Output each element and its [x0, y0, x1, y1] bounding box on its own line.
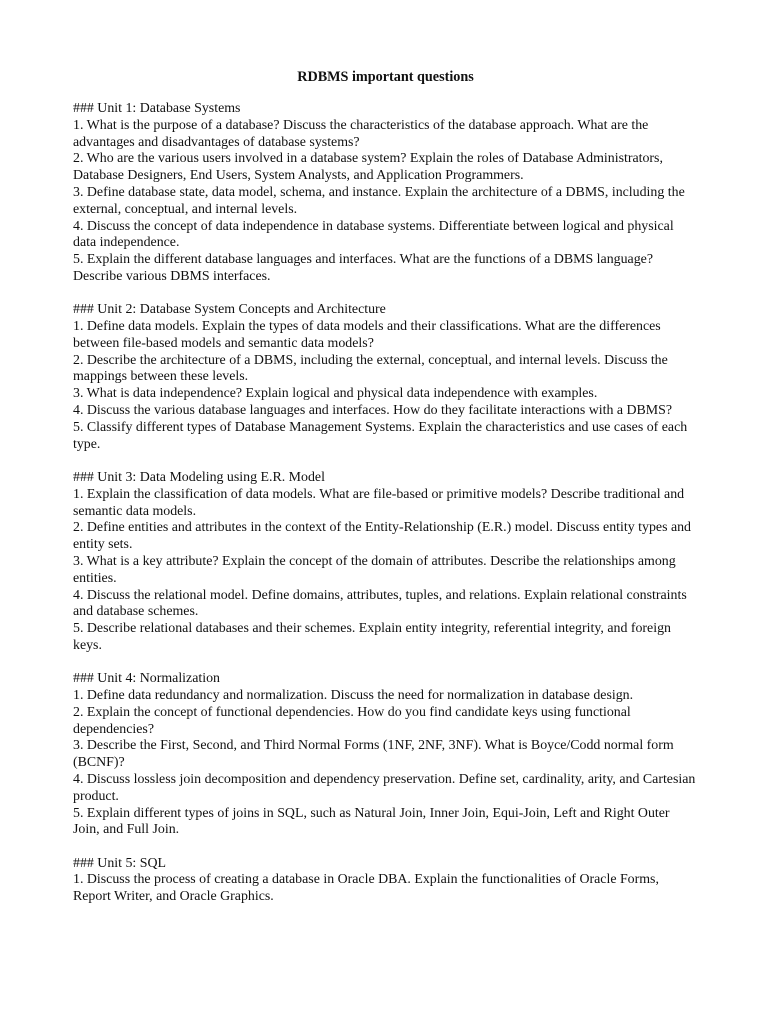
unit-section	[73, 470, 698, 655]
question-item: 3. What is a key attribute? Explain the concept of the domain of attributes. Describe the relationships among entities.	[73, 553, 676, 586]
unit-heading: ### Unit 3: Data Modeling using E.R. Model	[73, 469, 325, 485]
unit-heading: ### Unit 2: Database System Concepts and Architecture	[73, 302, 386, 318]
question-item: 2. Explain the concept of functional dependencies. How do you find candidate keys using functional dependencies?	[73, 704, 631, 737]
question-item: 1. Discuss the process of creating a database in Oracle DBA. Explain the functionalities of Oracle Forms, Report Writer, and Oracle Graphics.	[73, 872, 659, 905]
question-item: 4. Discuss the concept of data independence in database systems. Differentiate between logical and physical data independence.	[73, 218, 674, 251]
question-item: 2. Define entities and attributes in the context of the Entity-Relationship (E.R.) model. Discuss entity types and entity sets.	[73, 520, 692, 553]
question-item: 1. Define data redundancy and normalization. Discuss the need for normalization in database design.	[73, 688, 634, 703]
question-item: 4. Discuss lossless join decomposition and dependency preservation. Define set, cardinality, arity, and Cartesian product.	[73, 771, 696, 804]
question-item: 4. Discuss the relational model. Define domains, attributes, tuples, and relations. Explain relational constraints and database schemes.	[73, 587, 687, 620]
question-item: 2. Who are the various users involved in a database system? Explain the roles of Database Administrators, Database Designers, End Users, System Analysts, and Application Programmers.	[73, 151, 663, 184]
unit-section	[73, 302, 698, 453]
unit-section	[73, 671, 698, 839]
question-item: 1. Explain the classification of data models. What are file-based or primitive models? Describe traditional and semantic data models.	[73, 486, 685, 519]
question-item: 3. What is data independence? Explain logical and physical data independence with examples.	[73, 386, 598, 402]
question-item: 5. Explain different types of joins in SQL, such as Natural Join, Inner Join, Equi-Join, Left and Right Outer Join, and Full Join.	[73, 805, 670, 838]
question-item: 1. What is the purpose of a database? Discuss the characteristics of the database approach. What are the advantages and disadvantages of database systems?	[73, 117, 649, 150]
unit-section	[73, 101, 698, 286]
question-item: 5. Describe relational databases and their schemes. Explain entity integrity, referential integrity, and foreign keys.	[73, 621, 671, 653]
unit-heading: ### Unit 4: Normalization	[73, 671, 220, 687]
document-title: RDBMS important questions	[297, 69, 474, 85]
unit-heading: ### Unit 5: SQL	[73, 855, 166, 871]
unit-heading: ### Unit 1: Database Systems	[73, 101, 241, 116]
question-item: 3. Define database state, data model, schema, and instance. Explain the architecture of a DBMS, including the external, conceptual, and internal levels.	[73, 184, 685, 217]
question-item: 1. Define data models. Explain the types of data models and their classifications. What are the differences between file-based models and semantic data models?	[73, 319, 661, 351]
question-item: 2. Describe the architecture of a DBMS, including the external, conceptual, and internal levels. Discuss the mappings between these levels.	[73, 352, 668, 385]
question-item: 5. Explain the different database languages and interfaces. What are the functions of a DBMS language? Describe various DBMS interfaces.	[73, 252, 653, 284]
question-item: 3. Describe the First, Second, and Third Normal Forms (1NF, 2NF, 3NF). What is Boyce/Codd normal form (BCNF)?	[73, 738, 674, 771]
unit-section	[73, 856, 698, 906]
question-item: 5. Classify different types of Database Management Systems. Explain the characteristics and use cases of each type.	[73, 419, 688, 452]
question-item: 4. Discuss the various database languages and interfaces. How do they facilitate interactions with a DBMS?	[73, 403, 673, 419]
